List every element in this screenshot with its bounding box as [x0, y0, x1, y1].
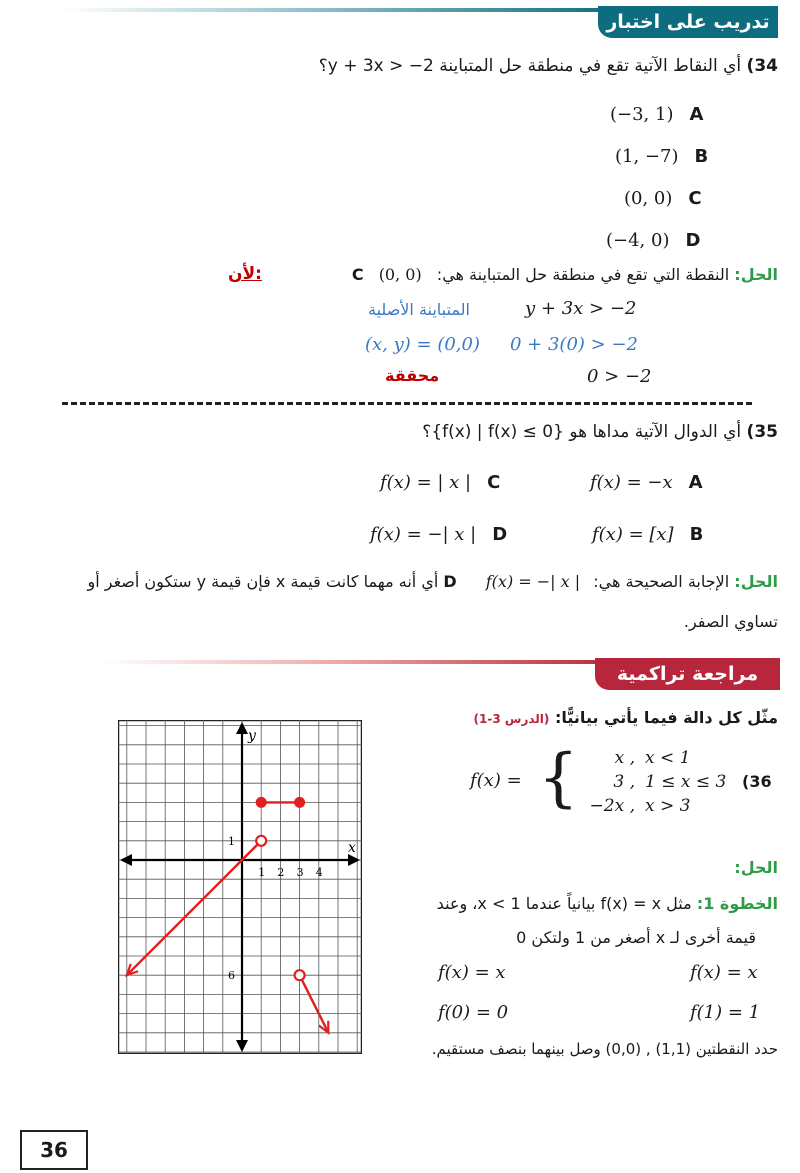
- practice-banner: [598, 6, 778, 38]
- q34-option-a[interactable]: (−3, 1) A: [610, 104, 704, 125]
- q34-option-d[interactable]: (−4, 0) D: [606, 230, 701, 251]
- q36-intro: مثّل كل دالة فيما يأتي بيانيًّا: (الدرس 3-1): [473, 708, 778, 727]
- practice-title: تدريب على اختبار: [606, 11, 770, 33]
- x-tick-label: 3: [296, 866, 304, 879]
- q34-step-1-note: المتباينة الأصلية: [368, 300, 470, 319]
- y-axis-arrow-up: [236, 722, 248, 734]
- q35-option-a[interactable]: f(x) = −x A: [590, 472, 703, 493]
- q35-solution-line2: تساوي الصفر.: [683, 612, 778, 631]
- q34-solution: الحل: النقطة التي تقع في منطقة حل المتباينة هي: C (0, 0): [351, 265, 778, 284]
- q34-option-c[interactable]: (0, 0) C: [624, 188, 702, 209]
- x-axis-arrow-left: [120, 854, 132, 866]
- x-tick-label: 4: [315, 866, 323, 879]
- open-point: [256, 836, 266, 846]
- closed-point: [256, 797, 267, 808]
- y-tick-label: 1: [228, 834, 235, 848]
- q36-calc-left-1: f(x) = x: [438, 962, 506, 983]
- q34-step-2-note: (x, y) = (0,0): [365, 334, 481, 355]
- open-point: [295, 970, 305, 980]
- review-banner: [595, 658, 780, 690]
- section-divider: [62, 402, 752, 405]
- x-tick-label: 2: [277, 866, 285, 879]
- q35-option-d[interactable]: f(x) = −| x | D: [370, 524, 508, 545]
- q36-solution-label: الحل:: [734, 858, 778, 877]
- q34-step-1-math: y + 3x > −2: [525, 298, 637, 319]
- q34-option-b[interactable]: (1, −7) B: [615, 146, 709, 167]
- q36-calc-right-1: f(x) = x: [690, 962, 758, 983]
- q35-option-b[interactable]: f(x) = [x] B: [592, 524, 704, 545]
- piecewise-graph: [118, 720, 362, 1054]
- graph-border: [119, 721, 362, 1054]
- q36-step-1: الخطوة 1: مثل f(x) = x بيانياً عندما x < 1، وعند: [436, 894, 778, 913]
- q36-piecewise: f(x) = { x , x < 1 3 , 1 ≤ x ≤ 3 −2x , x > 3 (36: [470, 741, 772, 816]
- review-title: مراجعة تراكمية: [616, 663, 759, 685]
- q35-question: [58, 422, 778, 442]
- review-rule: [100, 660, 620, 664]
- q34-text: أي النقاط الآتية تقع في منطقة حل المتباينة y + 3x > −2؟: [318, 56, 742, 76]
- page-number: 36: [20, 1130, 88, 1170]
- q35-text: أي الدوال الآتية مداها هو {f(x) | f(x) ≤ 0}؟: [422, 422, 742, 442]
- q35-option-c[interactable]: f(x) = | x | C: [380, 472, 501, 493]
- closed-point: [294, 797, 305, 808]
- q36-calc-right-2: f(1) = 1: [690, 1002, 761, 1023]
- q34-question: [58, 56, 778, 76]
- q35-number: 35): [746, 422, 778, 442]
- q36-calc-left-2: f(0) = 0: [438, 1002, 509, 1023]
- q34-step-2-math: 0 + 3(0) > −2: [510, 334, 638, 355]
- q36-step-1-cont: قيمة أخرى لـ x أصغر من 1 ولتكن 0: [516, 928, 756, 947]
- header-rule: [62, 8, 622, 12]
- y-axis-arrow-down: [236, 1040, 248, 1052]
- x-tick-label: 1: [258, 866, 266, 879]
- q36-step-1-end: حدد النقطتين (1,1) , (0,0) وصل بينهما بنصف مستقيم.: [431, 1040, 778, 1058]
- q34-step-3-note: محققة: [385, 366, 440, 385]
- q34-number: 34): [746, 56, 778, 76]
- q34-step-3-math: 0 > −2: [587, 366, 652, 387]
- q34-because: لأن:: [228, 264, 262, 284]
- graph-segment-3: [300, 975, 329, 1033]
- x-axis-label: x: [348, 840, 356, 856]
- y-tick-label: 6: [228, 969, 235, 983]
- q35-solution-line1: الحل: الإجابة الصحيحة هي: D f(x) = −| x | أي أنه مهما كانت قيمة x فإن قيمة y ستكون أصغر أو: [87, 572, 778, 591]
- y-axis-label: y: [248, 728, 256, 744]
